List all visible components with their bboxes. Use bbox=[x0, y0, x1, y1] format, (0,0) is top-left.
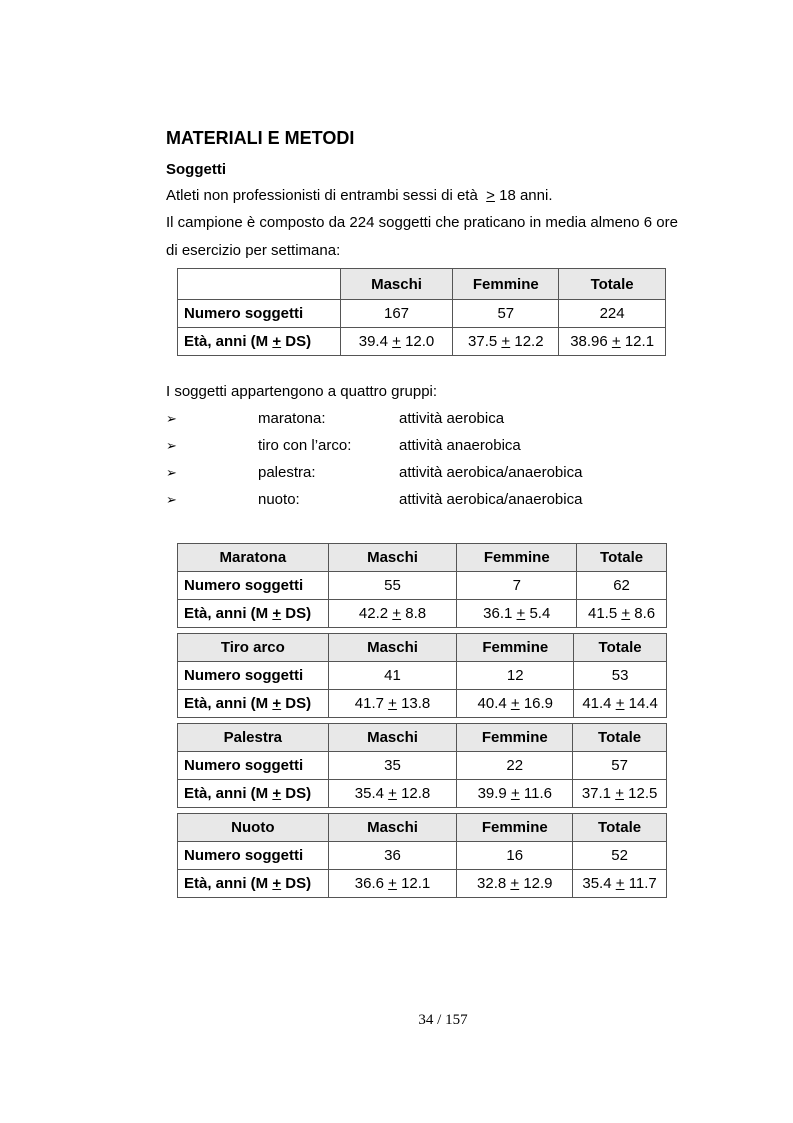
group-age-totale bbox=[573, 780, 667, 808]
group-header-femmine: Femmine bbox=[457, 724, 573, 752]
group-header-row bbox=[178, 814, 667, 842]
intro-line-1 bbox=[166, 187, 553, 204]
group-table-maratona bbox=[177, 543, 667, 628]
age-sd: 12.5 bbox=[628, 785, 658, 802]
group-count-label: Numero soggetti bbox=[178, 662, 329, 690]
group-count-row bbox=[178, 662, 667, 690]
group-count-row bbox=[178, 842, 667, 870]
age-sd: 13.8 bbox=[401, 695, 431, 712]
group-activity: attività aerobica/anaerobica bbox=[399, 491, 583, 508]
age-sd: 5.4 bbox=[529, 605, 551, 622]
age-mean: 40.4 bbox=[477, 695, 507, 712]
bullet-arrow-icon: ➢ bbox=[166, 492, 177, 507]
summary-count-label: Numero soggetti bbox=[178, 300, 341, 328]
intro-line-1-text: Atleti non professionisti di entrambi sessi di età bbox=[166, 187, 478, 204]
group-count-maschi: 36 bbox=[328, 842, 457, 870]
summary-count-maschi: 167 bbox=[340, 300, 453, 328]
group-name: maratona: bbox=[258, 410, 326, 427]
age-mean: 39.4 bbox=[358, 333, 388, 350]
group-header-maschi: Maschi bbox=[328, 724, 457, 752]
group-age-femmine bbox=[457, 690, 574, 718]
age-sd: 12.1 bbox=[401, 875, 431, 892]
summary-count-totale: 224 bbox=[559, 300, 666, 328]
group-age-row bbox=[178, 600, 667, 628]
group-age-femmine bbox=[457, 780, 573, 808]
plus-minus-symbol: + bbox=[388, 875, 397, 892]
plus-minus-symbol: + bbox=[615, 875, 625, 892]
group-count-label: Numero soggetti bbox=[178, 752, 329, 780]
plus-minus-symbol: + bbox=[615, 785, 624, 802]
group-age-femmine bbox=[457, 600, 577, 628]
summary-count-row bbox=[178, 300, 666, 328]
age-sd: 12.9 bbox=[523, 875, 553, 892]
plus-minus-symbol: + bbox=[388, 785, 397, 802]
age-mean: 35.4 bbox=[354, 785, 384, 802]
age-sd: 8.8 bbox=[405, 605, 427, 622]
group-age-femmine bbox=[457, 870, 573, 898]
age-label-post: DS) bbox=[285, 605, 312, 622]
plus-minus-symbol: + bbox=[392, 605, 402, 622]
intro-line-1-tail: 18 anni. bbox=[499, 187, 553, 204]
group-count-totale: 62 bbox=[577, 572, 667, 600]
page-number: 34 / 157 bbox=[418, 1012, 468, 1028]
age-sd: 14.4 bbox=[628, 695, 658, 712]
summary-age-femmine bbox=[453, 328, 559, 356]
plus-minus-symbol: + bbox=[621, 605, 631, 622]
age-sd: 11.6 bbox=[523, 785, 552, 802]
intro-line-2: Il campione è composto da 224 soggetti che praticano in media almeno 6 ore bbox=[166, 214, 678, 231]
group-header-totale: Totale bbox=[577, 544, 667, 572]
group-header-femmine: Femmine bbox=[457, 544, 577, 572]
group-activity: attività aerobica bbox=[399, 410, 505, 427]
age-mean: 41.4 bbox=[582, 695, 612, 712]
group-age-label bbox=[178, 600, 329, 628]
group-header-row bbox=[178, 634, 667, 662]
age-mean: 36.6 bbox=[354, 875, 384, 892]
group-table-palestra bbox=[177, 723, 667, 808]
group-age-label bbox=[178, 690, 329, 718]
age-mean: 36.1 bbox=[483, 605, 513, 622]
group-header-maschi: Maschi bbox=[328, 544, 457, 572]
age-mean: 37.1 bbox=[581, 785, 612, 802]
group-count-totale: 57 bbox=[573, 752, 667, 780]
section-title: MATERIALI E METODI bbox=[166, 128, 355, 148]
age-mean: 37.5 bbox=[468, 333, 498, 350]
age-sd: 12.1 bbox=[624, 333, 655, 350]
summary-header-row bbox=[178, 269, 666, 300]
group-age-maschi bbox=[328, 870, 457, 898]
plus-minus-symbol: + bbox=[611, 333, 621, 350]
group-age-row bbox=[178, 690, 667, 718]
plus-minus-symbol: + bbox=[501, 333, 511, 350]
summary-age-row bbox=[178, 328, 666, 356]
group-count-maschi: 55 bbox=[328, 572, 457, 600]
group-name: tiro con l’arco: bbox=[258, 437, 352, 454]
group-table-tiro-arco bbox=[177, 633, 667, 718]
summary-age-label bbox=[178, 328, 341, 356]
bullet-arrow-icon: ➢ bbox=[166, 438, 177, 453]
group-age-row bbox=[178, 780, 667, 808]
greater-equal-symbol: > bbox=[486, 187, 495, 204]
group-age-maschi bbox=[328, 690, 457, 718]
group-header-totale: Totale bbox=[573, 724, 667, 752]
summary-age-totale bbox=[559, 328, 666, 356]
group-title: Maratona bbox=[178, 544, 329, 572]
summary-count-femmine: 57 bbox=[453, 300, 559, 328]
subsection-title: Soggetti bbox=[166, 161, 226, 178]
plus-minus-symbol: + bbox=[272, 333, 282, 350]
age-label-post: DS) bbox=[285, 785, 312, 802]
group-count-totale: 52 bbox=[573, 842, 667, 870]
plus-minus-symbol: + bbox=[615, 695, 625, 712]
group-activity: attività aerobica/anaerobica bbox=[399, 464, 583, 481]
group-age-label bbox=[178, 870, 329, 898]
group-age-label bbox=[178, 780, 329, 808]
group-header-femmine: Femmine bbox=[457, 634, 574, 662]
group-age-totale bbox=[574, 690, 667, 718]
group-header-totale: Totale bbox=[574, 634, 667, 662]
group-count-femmine: 12 bbox=[457, 662, 574, 690]
bullet-arrow-icon: ➢ bbox=[166, 411, 177, 426]
age-mean: 38.96 bbox=[570, 333, 608, 350]
plus-minus-symbol: + bbox=[510, 695, 520, 712]
group-header-totale: Totale bbox=[573, 814, 667, 842]
group-header-row bbox=[178, 724, 667, 752]
plus-minus-symbol: + bbox=[272, 785, 282, 802]
bullet-arrow-icon: ➢ bbox=[166, 465, 177, 480]
group-count-femmine: 16 bbox=[457, 842, 573, 870]
group-age-row bbox=[178, 870, 667, 898]
age-mean: 35.4 bbox=[582, 875, 612, 892]
age-label-post: DS) bbox=[285, 875, 312, 892]
age-label-pre: Età, anni (M bbox=[184, 695, 269, 712]
age-label-pre: Età, anni (M bbox=[184, 785, 269, 802]
summary-header-totale: Totale bbox=[559, 269, 666, 300]
group-count-row bbox=[178, 752, 667, 780]
group-header-row bbox=[178, 544, 667, 572]
summary-header-femmine: Femmine bbox=[453, 269, 559, 300]
group-count-maschi: 35 bbox=[328, 752, 457, 780]
summary-table bbox=[177, 268, 666, 356]
plus-minus-symbol: + bbox=[272, 875, 282, 892]
age-mean: 42.2 bbox=[358, 605, 389, 622]
group-title: Nuoto bbox=[178, 814, 329, 842]
age-label-pre: Età, anni (M bbox=[184, 605, 269, 622]
plus-minus-symbol: + bbox=[272, 605, 282, 622]
group-count-femmine: 22 bbox=[457, 752, 573, 780]
group-header-maschi: Maschi bbox=[328, 634, 457, 662]
summary-header-blank bbox=[178, 269, 341, 300]
age-sd: 12.0 bbox=[405, 333, 435, 350]
group-title: Tiro arco bbox=[178, 634, 329, 662]
plus-minus-symbol: + bbox=[272, 695, 282, 712]
group-count-label: Numero soggetti bbox=[178, 842, 329, 870]
group-header-femmine: Femmine bbox=[457, 814, 573, 842]
age-label-pre: Età, anni (M bbox=[184, 875, 269, 892]
age-sd: 8.6 bbox=[634, 605, 656, 622]
group-name: palestra: bbox=[258, 464, 316, 481]
plus-minus-symbol: + bbox=[392, 333, 401, 350]
group-title: Palestra bbox=[178, 724, 329, 752]
group-header-maschi: Maschi bbox=[328, 814, 457, 842]
age-label-post: DS) bbox=[285, 695, 312, 712]
age-sd: 11.7 bbox=[628, 875, 657, 892]
age-sd: 16.9 bbox=[523, 695, 554, 712]
age-mean: 39.9 bbox=[477, 785, 507, 802]
group-age-totale bbox=[577, 600, 667, 628]
group-age-maschi bbox=[328, 780, 457, 808]
group-count-femmine: 7 bbox=[457, 572, 577, 600]
plus-minus-symbol: + bbox=[510, 875, 520, 892]
plus-minus-symbol: + bbox=[516, 605, 526, 622]
group-name: nuoto: bbox=[258, 491, 300, 508]
summary-header-maschi: Maschi bbox=[340, 269, 453, 300]
age-mean: 32.8 bbox=[477, 875, 507, 892]
summary-age-maschi bbox=[340, 328, 453, 356]
group-count-totale: 53 bbox=[574, 662, 667, 690]
intro-line-3: di esercizio per settimana: bbox=[166, 242, 341, 259]
group-age-totale bbox=[573, 870, 667, 898]
group-count-label: Numero soggetti bbox=[178, 572, 329, 600]
groups-intro: I soggetti appartengono a quattro gruppi: bbox=[166, 383, 438, 400]
plus-minus-symbol: + bbox=[510, 785, 520, 802]
age-sd: 12.2 bbox=[514, 333, 544, 350]
group-count-maschi: 41 bbox=[328, 662, 457, 690]
group-age-maschi bbox=[328, 600, 457, 628]
plus-minus-symbol: + bbox=[388, 695, 397, 712]
age-mean: 41.7 bbox=[354, 695, 384, 712]
age-label-pre: Età, anni (M bbox=[184, 333, 269, 350]
group-table-nuoto bbox=[177, 813, 667, 898]
group-activity: attività anaerobica bbox=[399, 437, 521, 454]
group-count-row bbox=[178, 572, 667, 600]
age-label-post: DS) bbox=[285, 333, 312, 350]
age-sd: 12.8 bbox=[401, 785, 431, 802]
age-mean: 41.5 bbox=[587, 605, 618, 622]
